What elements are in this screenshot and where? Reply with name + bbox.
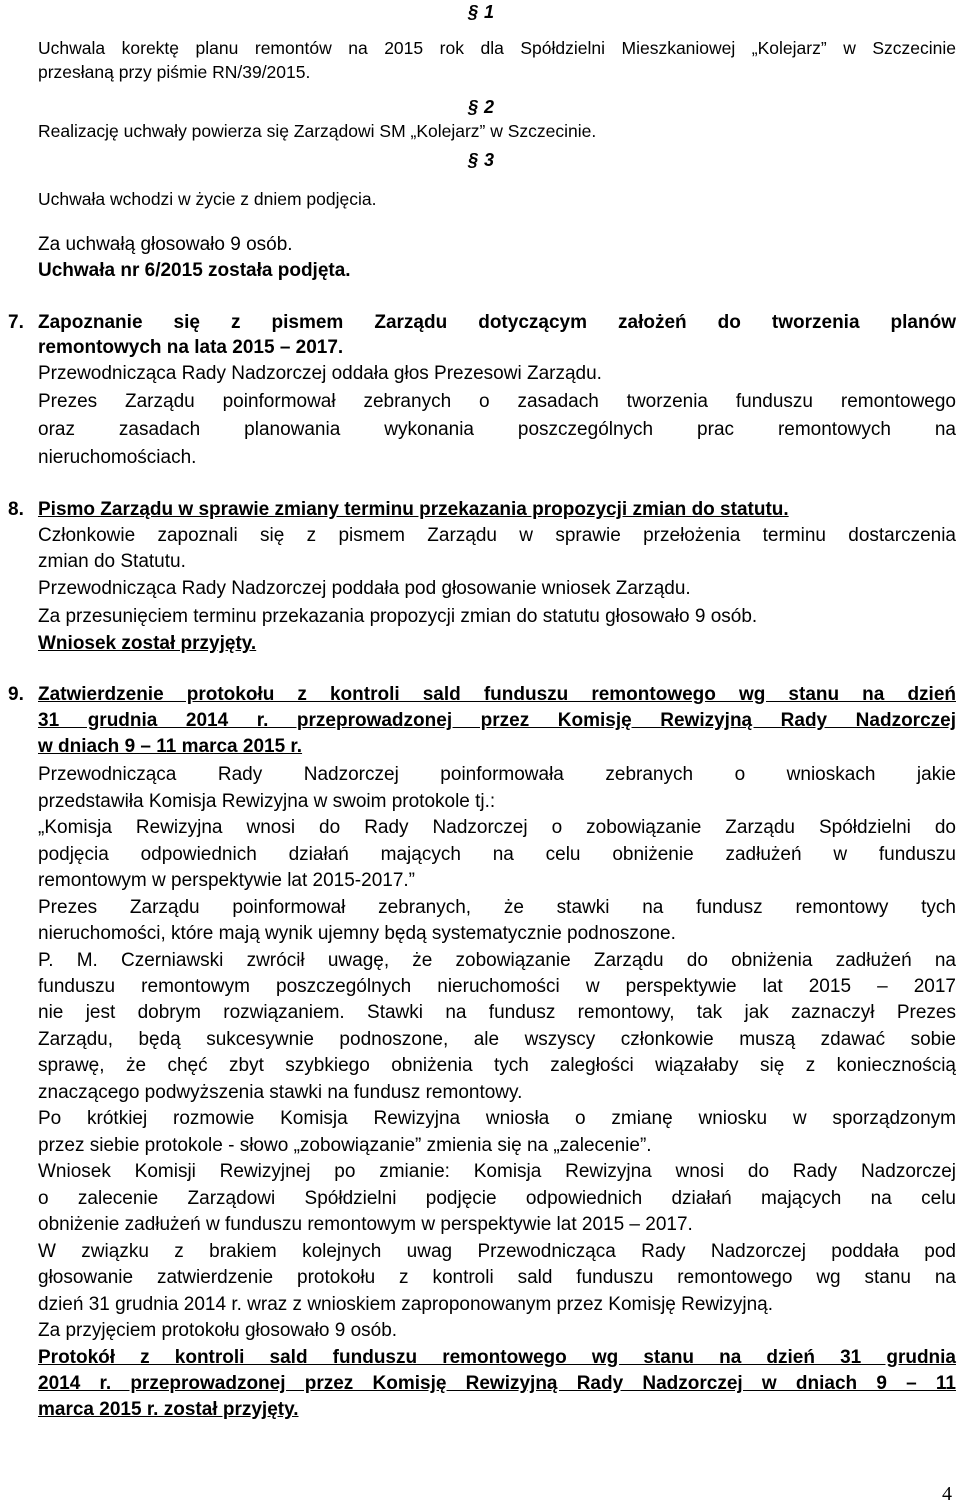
paragraph-line: przesłaną przy piśmie RN/39/2015. [38,62,311,82]
paragraph-line: o zalecenie Zarządowi Spółdzielni podjęcie odpowiednich działań mających na celu [38,1188,956,1209]
paragraph-line: Wniosek Komisji Rewizyjnej po zmianie: Komisja Rewizyjna wnosi do Rady Nadzorczej [38,1161,956,1182]
paragraph-line: Po krótkiej rozmowie Komisja Rewizyjna wniosła o zmianę wniosku w sporządzonym [38,1108,956,1129]
item-title-line: Pismo Zarządu w sprawie zmiany terminu przekazania propozycji zmian do statutu. [38,499,789,520]
paragraph-line: Członkowie zapoznali się z pismem Zarządu w sprawie przełożenia terminu dostarczenia [38,525,956,546]
paragraph-line: Za przyjęciem protokołu głosowało 9 osób. [38,1320,398,1341]
paragraph-line: remontowym w perspektywie lat 2015-2017.” [38,870,416,891]
paragraph-line: P. M. Czerniawski zwrócił uwagę, że zobowiązanie Zarządu do obniżenia zadłużeń na [38,950,956,971]
paragraph-line: W związku z brakiem kolejnych uwag Przewodnicząca Rady Nadzorczej poddała pod [38,1241,956,1262]
paragraph-line: znaczącego podwyższenia stawki na fundusz remontowy. [38,1082,523,1103]
paragraph-line: Przewodnicząca Rady Nadzorczej poinformowała zebranych o wnioskach jakie [38,764,956,785]
protocol-result-line: marca 2015 r. został przyjęty. [38,1399,299,1420]
section-heading-3: § 3 [468,150,495,170]
paragraph-line: podjęcia odpowiednich działań mających na celu obniżenie zadłużeń w funduszu [38,844,956,865]
paragraph-line: obniżenie zadłużeń w funduszu remontowym w perspektywie lat 2015 – 2017. [38,1214,693,1235]
vote-text: Za uchwałą głosowało 9 osób. [38,234,293,255]
paragraph-line: sprawę, że chęć zbyt szybkiego obniżenia tych zaległości wiązałaby się z koniecznością [38,1055,956,1076]
item-number-9: 9. [8,684,24,705]
paragraph-line: Prezes Zarządu poinformował zebranych, że stawki na fundusz remontowy tych [38,897,956,918]
paragraph-line: nie jest dobrym rozwiązaniem. Stawki na fundusz remontowy, tak jak zaznaczył Prezes [38,1002,956,1023]
page-number: 4 [942,1483,952,1505]
paragraph-line: nieruchomości, które mają wynik ujemny będą systematycznie podnoszone. [38,923,676,944]
paragraph-line: Za przesunięciem terminu przekazania propozycji zmian do statutu głosowało 9 osób. [38,606,758,627]
paragraph-line: głosowanie zatwierdzenie protokołu z kontroli sald funduszu remontowego wg stanu na [38,1267,956,1288]
paragraph-line: funduszu remontowym poszczególnych nieruchomości w perspektywie lat 2015 – 2017 [38,976,956,997]
paragraph-line: Realizację uchwały powierza się Zarządowi SM „Kolejarz” w Szczecinie. [38,121,597,141]
paragraph-line: oraz zasadach planowania wykonania poszczególnych prac remontowych na [38,419,956,440]
item-number-7: 7. [8,312,24,333]
protocol-result-line: 2014 r. przeprowadzonej przez Komisję Rewizyjną Rady Nadzorczej w dniach 9 – 11 [38,1373,956,1394]
section-heading-2: § 2 [468,97,495,117]
paragraph-line: nieruchomościach. [38,447,197,468]
paragraph-line: przedstawiła Komisja Rewizyjna w swoim protokole tj.: [38,791,496,812]
item-title-line: Zatwierdzenie protokołu z kontroli sald funduszu remontowego wg stanu na dzień [38,684,956,705]
paragraph-line: Prezes Zarządu poinformował zebranych o zasadach tworzenia funduszu remontowego [38,391,956,412]
item-number-8: 8. [8,499,24,520]
item-title-line: 31 grudnia 2014 r. przeprowadzonej przez Komisję Rewizyjną Rady Nadzorczej [38,710,956,731]
section-heading-1: § 1 [468,2,495,22]
paragraph-line: Zarządu, będą sukcesywnie podnoszone, ale wszyscy członkowie muszą zdawać sobie [38,1029,956,1050]
item-title-line: w dniach 9 – 11 marca 2015 r. [38,736,303,757]
paragraph-line: Przewodnicząca Rady Nadzorczej poddała pod głosowanie wniosek Zarządu. [38,578,691,599]
motion-result: Wniosek został przyjęty. [38,633,257,654]
paragraph-line: dzień 31 grudnia 2014 r. wraz z wnioskiem zaproponowanym przez Komisję Rewizyjną. [38,1294,774,1315]
resolution-result: Uchwała nr 6/2015 została podjęta. [38,260,351,281]
paragraph-line: przez siebie protokole - słowo „zobowiązanie” zmienia się na „zalecenie”. [38,1135,652,1156]
paragraph-line: zmian do Statutu. [38,551,186,572]
paragraph-line: Uchwala korektę planu remontów na 2015 rok dla Spółdzielni Mieszkaniowej „Kolejarz” w Szczecinie [38,38,956,58]
paragraph-line: Uchwała wchodzi w życie z dniem podjęcia. [38,189,377,209]
paragraph-line: „Komisja Rewizyjna wnosi do Rady Nadzorczej o zobowiązanie Zarządu Spółdzielni do [38,817,956,838]
item-title-line: Zapoznanie się z pismem Zarządu dotyczącym założeń do tworzenia planów [38,312,956,333]
paragraph-line: Przewodnicząca Rady Nadzorczej oddała głos Prezesowi Zarządu. [38,363,602,384]
protocol-result-line: Protokół z kontroli sald funduszu remontowego wg stanu na dzień 31 grudnia [38,1347,956,1368]
item-title-line: remontowych na lata 2015 – 2017. [38,337,344,358]
